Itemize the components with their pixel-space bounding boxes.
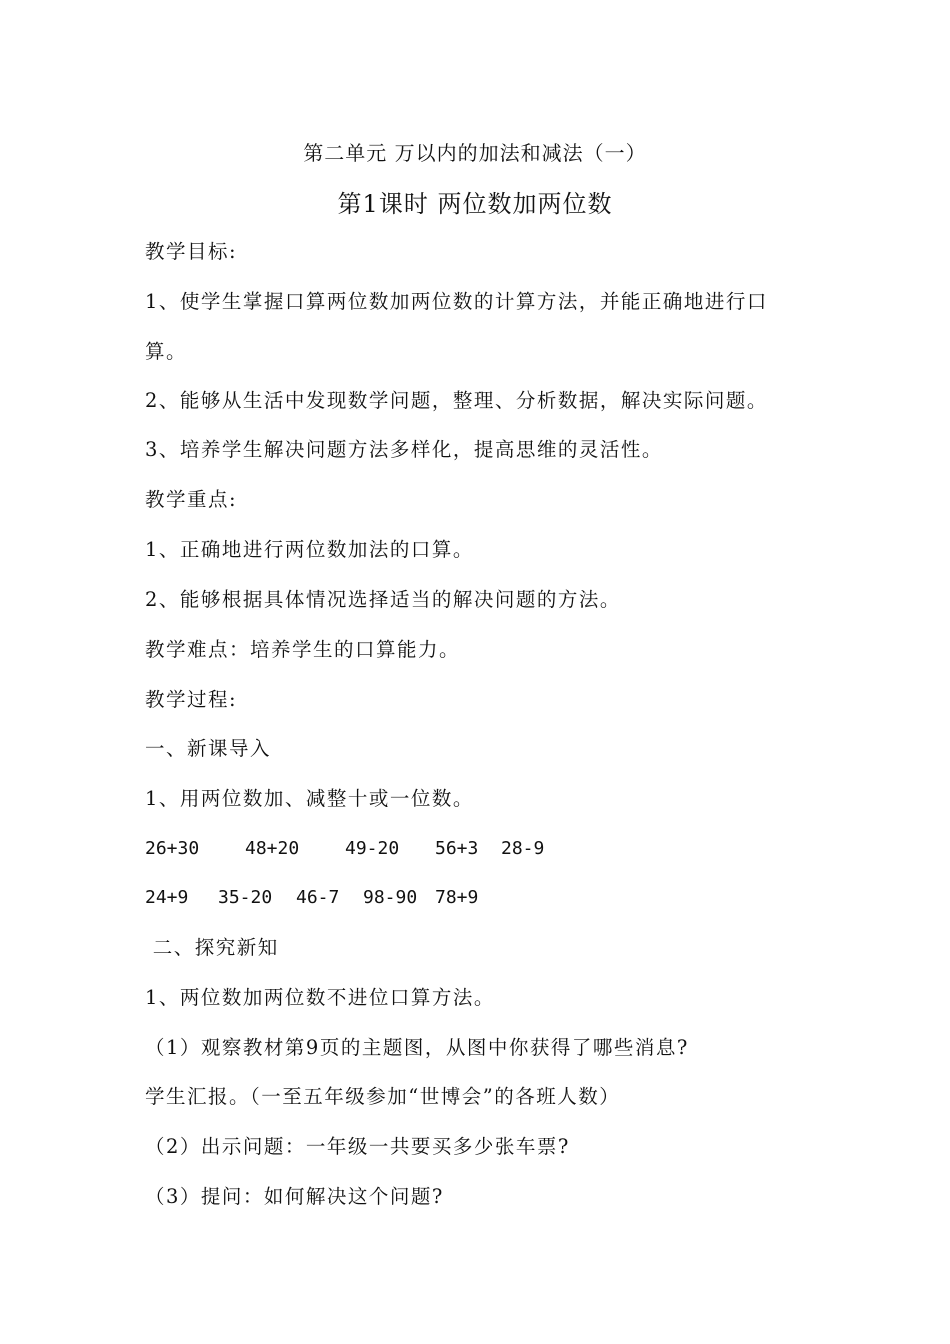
step-1: 1、用两位数加、减整十或一位数。 [145,787,474,810]
keypoint-1: 1、正确地进行两位数加法的口算。 [145,538,474,561]
lesson-title: 第1课时 两位数加两位数 [337,190,613,218]
keypoint-2: 2、能够根据具体情况选择适当的解决问题的方法。 [145,588,621,611]
exercise-expression: 46-7 [296,887,340,908]
section-explore-new: 二、探究新知 [145,936,279,959]
exercise-expression: 35-20 [218,887,273,908]
sub-step-1: （1）观察教材第9页的主题图，从图中你获得了哪些消息? [145,1036,689,1059]
exercise-expression: 26+30 [145,838,200,859]
difficulty-text: 教学难点：培养学生的口算能力。 [145,638,461,661]
exercise-expression: 48+20 [245,838,300,859]
exercise-expression: 98-90 [363,887,418,908]
exercise-expression: 49-20 [345,838,400,859]
exercise-expression: 28-9 [501,838,545,859]
keypoints-heading: 教学重点: [145,488,238,511]
section-new-lesson-intro: 一、新课导入 [145,737,272,760]
sub-step-2: （2）出示问题：一年级一共要买多少张车票? [145,1135,570,1158]
exercise-expression: 78+9 [435,887,479,908]
sub-step-3: （3）提问：如何解决这个问题? [145,1185,444,1208]
objective-1-line-1: 1、使学生掌握口算两位数加两位数的计算方法，并能正确地进行口 [145,290,768,313]
objectives-heading: 教学目标: [145,240,238,263]
exercise-expression: 24+9 [145,887,189,908]
unit-title: 第二单元 万以内的加法和减法（一） [303,141,647,165]
process-heading: 教学过程: [145,688,238,711]
student-report: 学生汇报。（一至五年级参加“世博会”的各班人数） [145,1085,621,1108]
objective-2: 2、能够从生活中发现数学问题，整理、分析数据，解决实际问题。 [145,389,768,412]
objective-1-line-2: 算。 [145,340,188,363]
exercise-expression: 56+3 [435,838,479,859]
step-2: 1、两位数加两位数不进位口算方法。 [145,986,495,1009]
objective-3: 3、培养学生解决问题方法多样化，提高思维的灵活性。 [145,438,663,461]
